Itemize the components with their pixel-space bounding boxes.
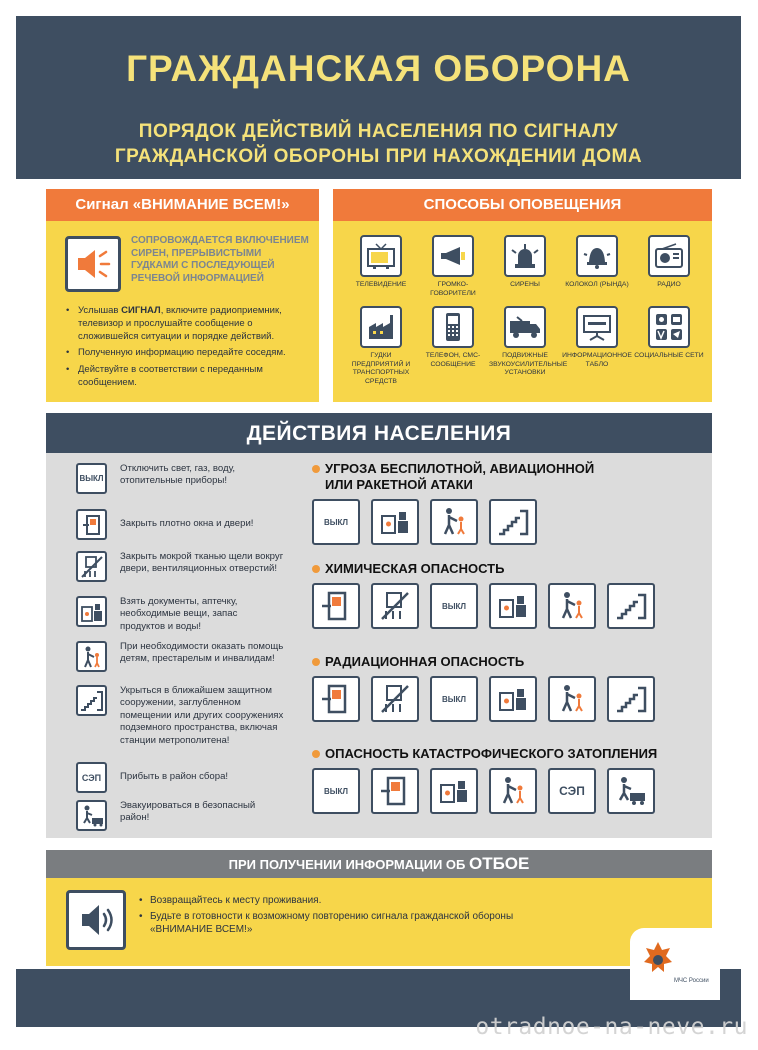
page-subtitle [16, 119, 741, 169]
close-window-icon [312, 583, 360, 629]
close-window-icon [371, 768, 419, 814]
close-window-icon [76, 509, 107, 540]
signal-heading: Сигнал «ВНИМАНИЕ ВСЕМ!» [46, 189, 319, 221]
help-people-icon [430, 499, 478, 545]
switch-off-icon: ВЫКЛ [312, 499, 360, 545]
signal-panel [46, 189, 319, 402]
notify-item: ПОДВИЖНЫЕ ЗВУКОУСИЛИТЕЛЬНЫЕ УСТАНОВКИ [489, 306, 561, 386]
shelter-icon [76, 685, 107, 716]
threat-title: ХИМИЧЕСКАЯ ОПАСНОСТЬ [312, 561, 655, 577]
list-item: • Действуйте в соответствии с переданным сообщением. [64, 364, 314, 390]
list-item: • Возвращайтесь к месту проживания. [138, 894, 518, 907]
notification-methods-panel [333, 189, 712, 402]
signal-bold-word: СИГНАЛ [121, 305, 161, 316]
documents-kit-icon [489, 676, 537, 722]
gathering-point-icon: СЭП [76, 762, 107, 793]
notify-item: ГУДКИ ПРЕДПРИЯТИЙ И ТРАНСПОРТНЫХ СРЕДСТВ [345, 306, 417, 386]
notify-item: ГРОМКО-ГОВОРИТЕЛИ [417, 235, 489, 298]
threat-icon-row [312, 499, 594, 545]
notification-grid [345, 235, 705, 386]
threat-title: ОПАСНОСТЬ КАТАСТРОФИЧЕСКОГО ЗАТОПЛЕНИЯ [312, 746, 657, 762]
subtitle-line-2: ГРАЖДАНСКОЙ ОБОРОНЫ ПРИ НАХОЖДЕНИИ ДОМА [114, 146, 643, 167]
shelter-icon [607, 676, 655, 722]
gathering-point-icon: СЭП [548, 768, 596, 814]
notify-item: СОЦИАЛЬНЫЕ СЕТИ [633, 306, 705, 386]
threat-radiation [312, 654, 655, 722]
actions-heading: ДЕЙСТВИЯ НАСЕЛЕНИЯ [46, 413, 712, 453]
shelter-icon [607, 583, 655, 629]
notify-item: ТЕЛЕВИДЕНИЕ [345, 235, 417, 298]
seal-gaps-icon [76, 551, 107, 582]
info-board-icon [576, 306, 618, 348]
help-people-icon [489, 768, 537, 814]
loudspeaker-icon [432, 235, 474, 277]
documents-kit-icon [430, 768, 478, 814]
mchs-logo-text: МЧС России [674, 978, 709, 984]
factory-icon [360, 306, 402, 348]
threat-flood [312, 746, 657, 814]
notify-item: ИНФОРМАЦИОННОЕ ТАБЛО [561, 306, 633, 386]
help-people-icon [548, 676, 596, 722]
notify-item: СИРЕНЫ [489, 235, 561, 298]
documents-kit-icon [489, 583, 537, 629]
documents-kit-icon [371, 499, 419, 545]
list-item: • Будьте в готовности к возможному повторению сигнала гражданской обороны «ВНИМАНИЕ ВСЕМ!» [138, 910, 518, 936]
tv-icon [360, 235, 402, 277]
page-title: ГРАЖДАНСКАЯ ОБОРОНА [126, 48, 631, 89]
mchs-emblem-icon [644, 940, 672, 980]
threat-icon-row [312, 768, 657, 814]
all-clear-heading: ПРИ ПОЛУЧЕНИИ ИНФОРМАЦИИ ОБ ОТБОЕ [46, 850, 712, 878]
threat-icon-row [312, 583, 655, 629]
siren-icon [504, 235, 546, 277]
notify-item: ТЕЛЕФОН, СМС-СООБЩЕНИЕ [417, 306, 489, 386]
notify-heading: СПОСОБЫ ОПОВЕЩЕНИЯ [333, 189, 712, 221]
threat-title: РАДИАЦИОННАЯ ОПАСНОСТЬ [312, 654, 655, 670]
population-actions-section: ДЕЙСТВИЯ НАСЕЛЕНИЯ ВЫКЛ Отключить свет, газ, воду, отопительные приборы! Закрыть плотно окна и двери! Закрыть мокрой тканью щели вокруг двери, вентиляционных отверстий! Взять документы, аптечку, необходимые вещи, запас продуктов и воды! При необходимости оказать помощь детям, престарелым и инвалидам! Укрыться в ближайшем защитном сооружении, заглубленном помещении или других сооружениях подземного пространства, включая станции метрополитена! СЭП Прибыть в район сбора! Эвакуироваться в безопасный район! УГРОЗА БЕСПИЛОТНОЙ, АВИАЦИОННОЙ ИЛИ РАКЕТНОЙ АТАКИ ВЫКЛ ХИМИЧЕСКАЯ ОПАСНОСТЬ ВЫКЛ РАДИАЦИОННАЯ ОПАСНОСТЬ ВЫКЛ ОПАСНОСТЬ КАТАСТРОФИЧЕСКОГО ЗАТОПЛЕНИЯ ВЫКЛ СЭП [46, 413, 712, 838]
close-window-icon [312, 676, 360, 722]
documents-kit-icon [76, 596, 107, 627]
threat-air-attack [312, 461, 594, 545]
speaker-icon [66, 890, 126, 950]
help-people-icon [76, 641, 107, 672]
signal-description: СОПРОВОЖДАЕТСЯ ВКЛЮЧЕНИЕМ СИРЕН, ПРЕРЫВИСТЫМИ ГУДКАМИ С ПОСЛЕДУЮЩЕЙ РЕЧЕВОЙ ИНФОРМАЦИЕЙ [131, 235, 309, 284]
threat-icon-row [312, 676, 655, 722]
speaker-icon [65, 236, 121, 292]
subtitle-line-1: ПОРЯДОК ДЕЙСТВИЙ НАСЕЛЕНИЯ ПО СИГНАЛУ [138, 121, 619, 142]
evacuate-icon [607, 768, 655, 814]
mchs-logo-card [630, 928, 720, 1000]
notify-item: РАДИО [633, 235, 705, 298]
shelter-icon [489, 499, 537, 545]
notify-item: КОЛОКОЛ (РЫНДА) [561, 235, 633, 298]
switch-off-icon: ВЫКЛ [430, 583, 478, 629]
watermark: otradnoe-na-neve.ru [475, 1014, 748, 1040]
signal-instructions [64, 305, 314, 394]
list-item: • Полученную информацию передайте соседям. [64, 347, 314, 360]
list-item: • Услышав СИГНАЛ, включите радиоприемник, телевизор и прослушайте сообщение о сложившейся ситуации и порядке действий. [64, 305, 314, 343]
all-clear-panel [46, 850, 712, 966]
bell-icon [576, 235, 618, 277]
all-clear-instructions [138, 894, 518, 939]
phone-icon [432, 306, 474, 348]
seal-gaps-icon [371, 583, 419, 629]
switch-off-icon: ВЫКЛ [76, 463, 107, 494]
evacuate-icon [76, 800, 107, 831]
header-banner [16, 16, 741, 179]
threat-chemical [312, 561, 655, 629]
help-people-icon [548, 583, 596, 629]
switch-off-icon: ВЫКЛ [430, 676, 478, 722]
social-icon [648, 306, 690, 348]
switch-off-icon: ВЫКЛ [312, 768, 360, 814]
seal-gaps-icon [371, 676, 419, 722]
radio-icon [648, 235, 690, 277]
threat-title: УГРОЗА БЕСПИЛОТНОЙ, АВИАЦИОННОЙ ИЛИ РАКЕТНОЙ АТАКИ [312, 461, 594, 493]
truck-icon [504, 306, 546, 348]
